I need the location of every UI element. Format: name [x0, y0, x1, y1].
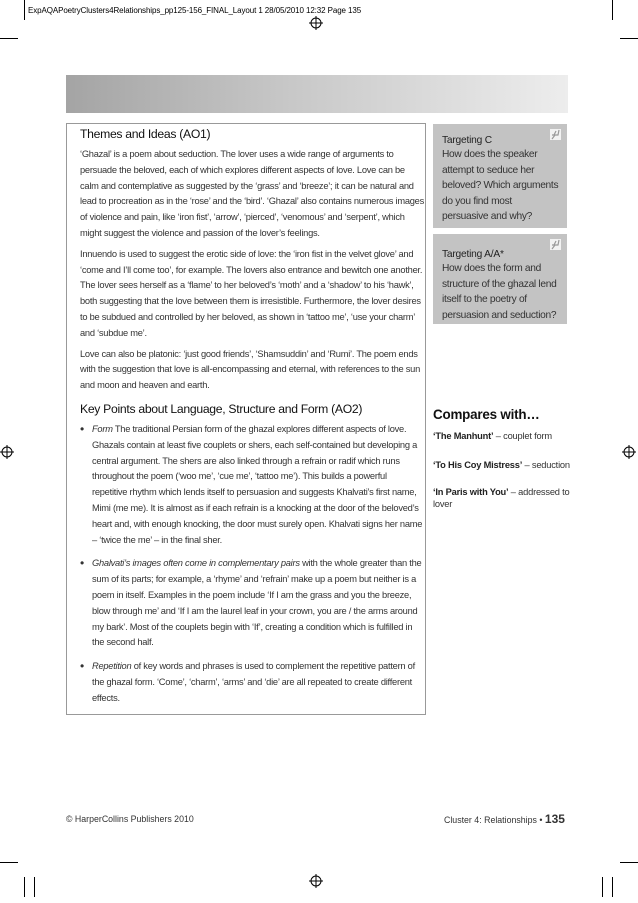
compares-item — [433, 459, 573, 471]
targeting-a-body: How does the form and structure of the ghazal lend itself to the poetry of persuasion and seduction? — [442, 263, 557, 321]
footer-cluster: Cluster 4: Relationships — [444, 815, 537, 825]
themes-heading: Themes and Ideas (AO1) — [80, 127, 211, 141]
flag-icon — [550, 129, 561, 140]
list-item — [80, 422, 424, 548]
bullet-lead: Ghalvati’s images often come in complementary pairs — [92, 558, 300, 569]
themes-paragraph: Love can also be platonic: ‘just good friends’, ‘Shamsuddin’ and ‘Rumi’. The poem ends with the suggestion that love is all-encompassing and eternal, with references to the sun and moon and heaven and earth. — [80, 348, 421, 391]
compares-title: ‘The Manhunt’ — [433, 431, 494, 441]
compares-desc: – seduction — [522, 460, 570, 470]
registration-mark-icon — [0, 445, 14, 459]
main-content — [80, 127, 424, 715]
page-number: 135 — [544, 812, 565, 826]
footer-bullet: • — [539, 815, 543, 825]
bullet-lead: Form — [92, 423, 113, 434]
bullet-text: of key words and phrases is used to complement the repetitive pattern of the ghazal form. ‘Come’, ‘charm’, ‘arms’ and ‘die’ are all repeated to create different effects. — [92, 661, 415, 703]
compares-title: ‘In Paris with You’ — [433, 487, 509, 497]
targeting-a-title: Targeting A/A* — [442, 249, 504, 260]
bullet-text: The traditional Persian form of the ghazal explores different aspects of love. Ghazals contain at least five couplets or shers, each self-contained but developing a central argument. The shers are also linked through a refrain or radif which runs throughout the poem (‘woo me’, ‘cue me’, ‘tattoo me’). This builds a powerful repetitive rhythm which lends itself to persuasion and suggests Khalvati’s first name, Mimi (me me). It is almost as if each refrain is a knocking at the door of the beloved’s heart and, with enough knocking, the door must surely open. Khalvati signs her name – ‘twice the me’ – in the final sher. — [92, 423, 423, 545]
targeting-c-box — [433, 124, 567, 228]
compares-desc: – couplet form — [493, 431, 552, 441]
targeting-a-box — [433, 234, 567, 324]
list-item — [80, 556, 424, 651]
list-item — [80, 659, 424, 706]
registration-mark-icon — [622, 445, 636, 459]
themes-paragraph: Innuendo is used to suggest the erotic side of love: the ‘iron fist in the velvet glove’ and ‘come and I’ll come too’, for example. The lovers also entrance and bewitch one another. The lover sees herself as a ‘flame’ to her beloved’s ‘moth’ and a ‘shadow’ to his ‘hawk’, both suggesting that the love between them is irresistible. Furthermore, the lover desires to be subdued and controlled by her beloved, as shown in ‘tattoo me’, ‘use your charm’ and ‘subdue me’. — [80, 248, 423, 338]
compares-item — [433, 486, 573, 510]
flag-icon — [550, 239, 561, 250]
keypoints-heading: Key Points about Language, Structure and Form (AO2) — [80, 401, 363, 416]
bullet-lead: Repetition — [92, 661, 132, 672]
compares-title: ‘To His Coy Mistress’ — [433, 460, 523, 470]
keypoints-list — [80, 422, 424, 707]
targeting-c-body: How does the speaker attempt to seduce her beloved? Which arguments do you find most persuasive and why? — [442, 149, 559, 223]
bullet-text: with the whole greater than the sum of its parts; for example, a ‘rhyme’ and ‘refrain’ make up a poem but neither is a poem in itself. Examples in the poem include ‘If I am the grass and you the breeze, blow through me’ and ‘If I am the laurel leaf in your crown, you are / the arms around my bark’. Most of the couplets begin with ‘If’, creating a condition which is fulfilled in the second half. — [92, 558, 422, 648]
printer-slug: ExpAQAPoetryClusters4Relationships_pp125-156_FINAL_Layout 1 28/05/2010 12:32 Page 135 — [28, 6, 362, 15]
footer-page-info — [444, 812, 565, 826]
themes-paragraph: ‘Ghazal’ is a poem about seduction. The lover uses a wide range of arguments to persuade the beloved, each of which explores different aspects of love. Love can be calm and contemplative as suggested by the ‘grass’ and ‘breeze’; it can be natural and lead to procreation as in the ‘rose’ and the ‘bird’. ‘Ghazal’ also contains numerous images of violence and pain, like ‘iron fist’, ‘arrow’, ‘pierced’, ‘venomous’ and ‘serpent’, which might suggest the violence and passion of the lover’s feelings. — [80, 149, 424, 238]
compares-heading: Compares with… — [433, 407, 540, 422]
targeting-c-title: Targeting C — [442, 135, 492, 146]
compares-desc: – addressed to lover — [433, 487, 570, 509]
header-band — [66, 75, 568, 113]
registration-mark-icon — [309, 16, 323, 30]
footer-copyright: © HarperCollins Publishers 2010 — [66, 814, 194, 824]
compares-item — [433, 430, 573, 442]
registration-mark-icon — [309, 874, 323, 888]
